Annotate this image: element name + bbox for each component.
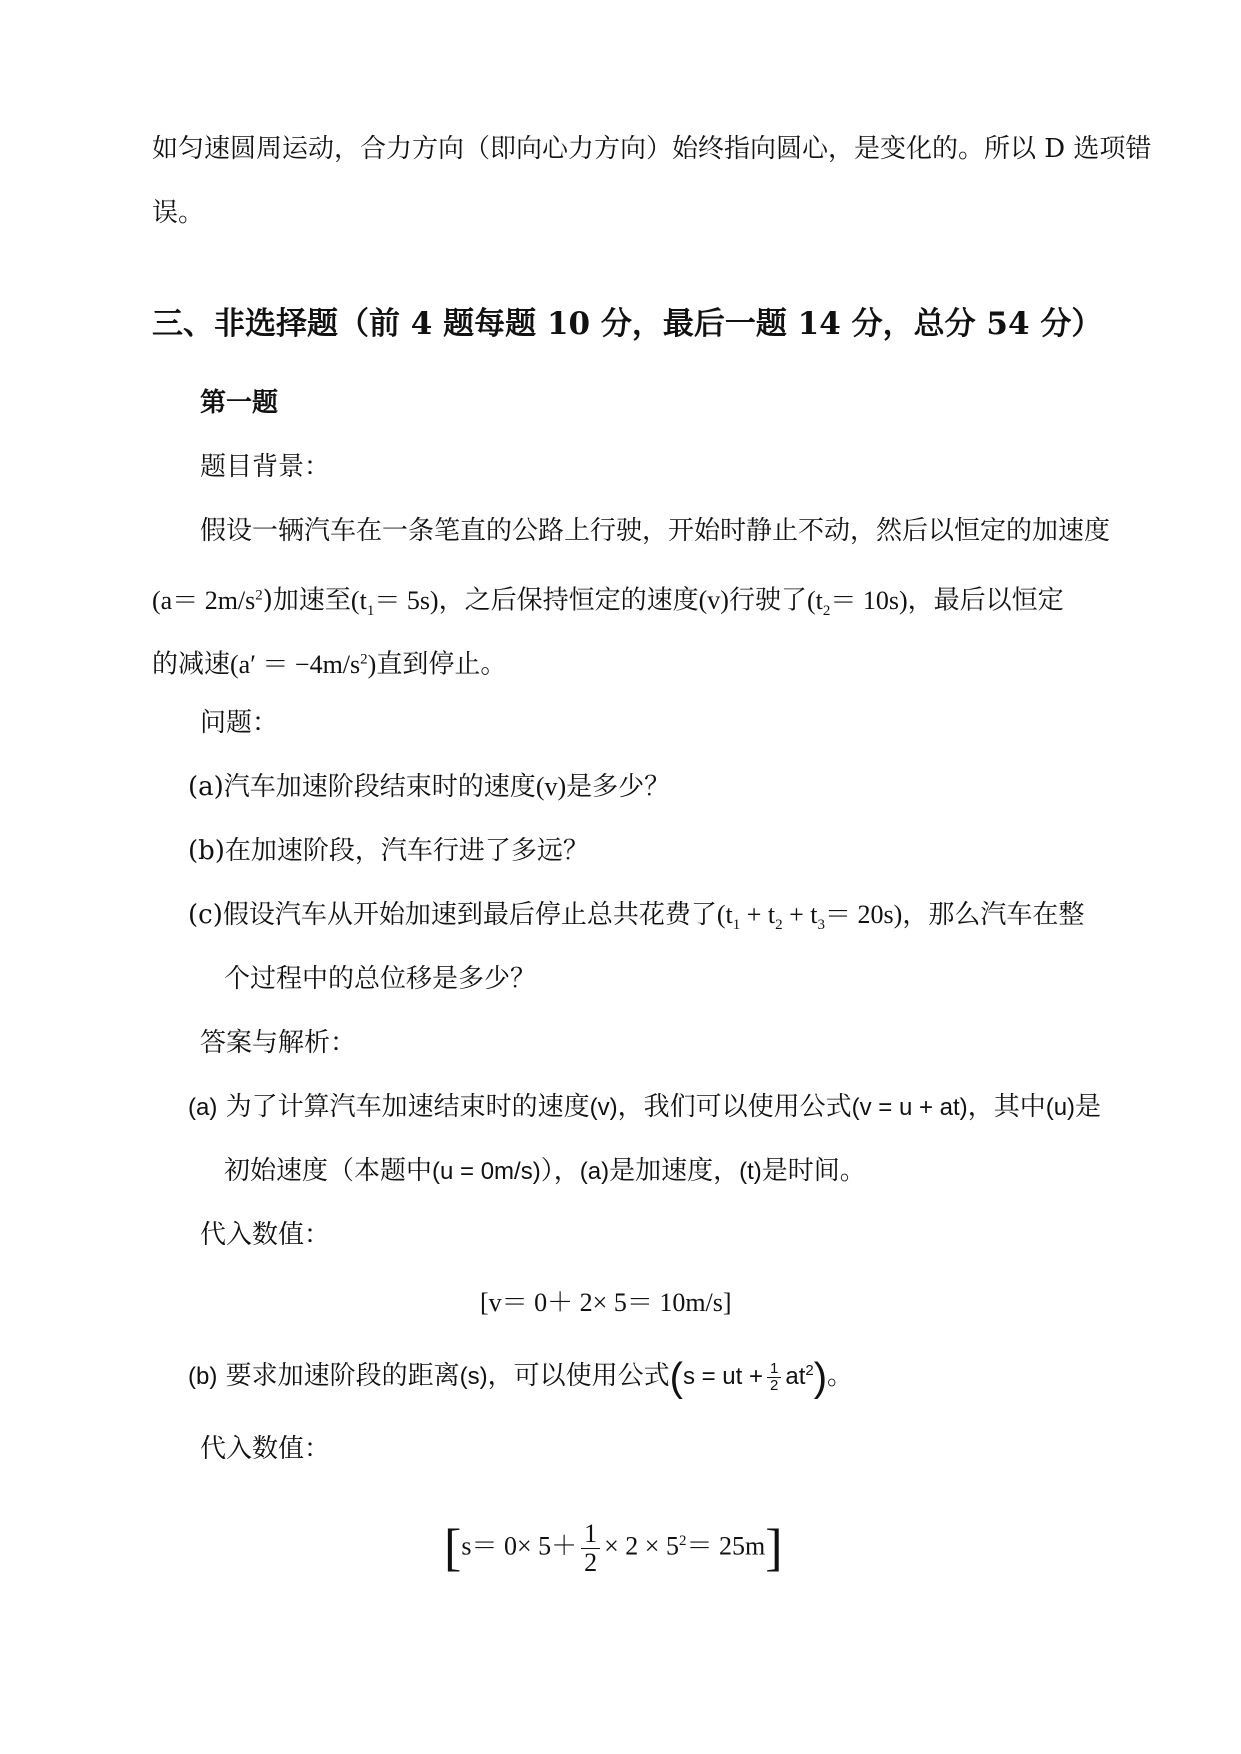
background-line-1: 假设一辆汽车在一条笔直的公路上行驶，开始时静止不动，然后以恒定的加速度 xyxy=(200,516,1111,546)
prev-text-line-2: 误。 xyxy=(152,198,205,228)
section-heading: 三、非选择题（前 4 题每题 10 分，最后一题 14 分，总分 54 分） xyxy=(152,306,1103,342)
t1-value: $(t_1= 5s)$ xyxy=(350,585,439,619)
formula-s: (s = ut + $\frac{1}{2}$ $at^2$) xyxy=(669,1355,828,1400)
question-b: (b)在加速阶段，汽车行进了多远？ xyxy=(188,836,589,866)
equation-1: [v＝ 0＋ 2× 5＝ 10m/s] xyxy=(480,1288,732,1317)
substitute-label-1: 代入数值： xyxy=(200,1220,331,1250)
equation-2: [s＝ 0× 5＋ $\frac{1}{2}$ × $2 \times 5^2= 25m$] xyxy=(444,1519,783,1577)
fraction-half-large: $\frac{1}{2}$ xyxy=(581,1520,600,1577)
substitute-label-2: 代入数值： xyxy=(200,1434,331,1464)
question-c-line-2: 个过程中的总位移是多少？ xyxy=(224,964,537,994)
answer-a-line-1: (a) 为了计算汽车加速结束时的速度(v)，我们可以使用公式(v = u + at)，其中(u)是 xyxy=(188,1092,1102,1122)
answer-label: 答案与解析： xyxy=(200,1028,357,1058)
formula-v: (v = u + at) xyxy=(851,1094,968,1121)
question-a: (a)汽车加速阶段结束时的速度(v)是多少？ xyxy=(188,772,671,802)
answer-b-line: (b) 要求加速阶段的距离(s)，可以使用公式(s = ut + $\frac{1}{2}$ $at^2$)。 xyxy=(188,1355,854,1400)
prev-text-line-1: 如匀速圆周运动，合力方向（即向心力方向）始终指向圆心，是变化的。所以 D 选项错 xyxy=(152,134,1152,164)
accel-value: ($a= 2m/s^2$ xyxy=(152,585,263,615)
background-line-3: 的减速$(a' = -4m/s^2)$直到停止。 xyxy=(152,649,507,680)
answer-a-line-2: 初始速度（本题中(u = 0m/s)），(a)是加速度，(t)是时间。 xyxy=(224,1156,866,1186)
t2-value: $(t_2= 10s)$ xyxy=(806,585,908,619)
decel-value: $(a' = -4m/s^2)$ xyxy=(230,649,377,679)
question-label: 问题： xyxy=(200,708,279,738)
total-time: $(t_1 + t_2 + t_3= 20s)$ xyxy=(716,900,903,934)
background-label: 题目背景： xyxy=(200,452,331,482)
background-line-2: $(a= 2m/s^2)$加速至$(t_1= 5s)$，之后保持恒定的速度(v)行驶了$(t_2= 10s)$，最后以恒定 xyxy=(152,585,1064,619)
question-title: 第一题 xyxy=(200,388,279,418)
fraction-half: $\frac{1}{2}$ xyxy=(767,1361,781,1394)
question-c-line-1: (c)假设汽车从开始加速到最后停止总共花费了$(t_1 + t_2 + t_3= 20s)$，那么汽车在整 xyxy=(188,900,1085,934)
